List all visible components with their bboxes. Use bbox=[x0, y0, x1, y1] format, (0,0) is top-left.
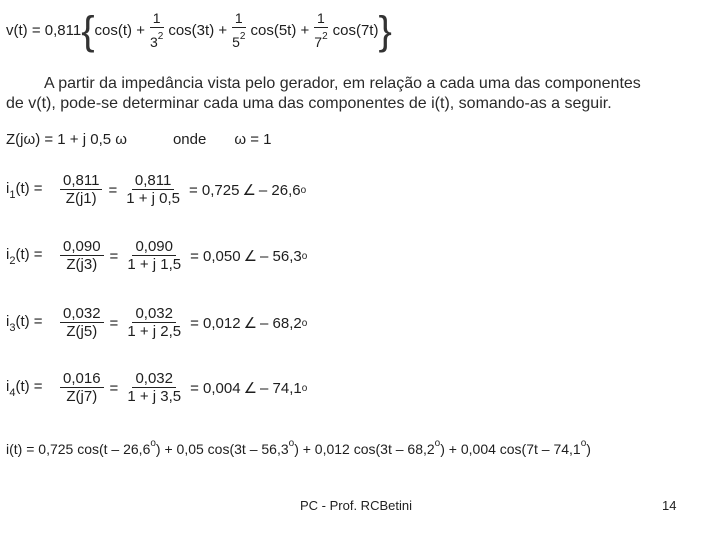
omega-value: ω = 1 bbox=[234, 131, 272, 148]
current-symbol: $i_1(t)$ = bbox=[6, 179, 43, 201]
fraction-expanded: $\frac{0,090}{1 + j 1,5}$ bbox=[127, 238, 182, 273]
fraction-expanded: $\frac{0,811}{1 + j 0,5}$ bbox=[126, 172, 180, 207]
equals-sign: = bbox=[109, 247, 119, 265]
voltage-series-equation bbox=[6, 10, 392, 51]
phase: – 56,3 bbox=[260, 247, 302, 265]
equals-sign: = bbox=[109, 314, 119, 332]
impedance-expression: Z(jω) = 1 + j 0,5 ω bbox=[6, 131, 127, 148]
fraction-1-over-7-squared: $\frac{1}{7^2}$ bbox=[314, 10, 328, 50]
fraction-expanded: $\frac{0,032}{1 + j 3,5}$ bbox=[127, 370, 182, 405]
angle-icon: ∠ bbox=[243, 248, 258, 265]
onde-label: onde bbox=[172, 131, 207, 148]
right-brace: } bbox=[378, 8, 392, 53]
magnitude: = 0,050 bbox=[190, 247, 241, 265]
degree-mark: o bbox=[301, 382, 308, 394]
vt-term-1: cos(t) + bbox=[94, 22, 145, 39]
fraction-over-impedance: $\frac{0,811}{Z(j1)}$ bbox=[60, 172, 102, 208]
fraction-over-impedance: $\frac{0,032}{Z(j5)}$ bbox=[60, 305, 104, 341]
angle-icon: ∠ bbox=[243, 380, 258, 397]
current-row bbox=[6, 172, 306, 208]
equals-sign: = bbox=[108, 181, 118, 199]
fraction-expanded: $\frac{0,032}{1 + j 2,5}$ bbox=[127, 305, 182, 340]
phase: – 74,1 bbox=[260, 379, 302, 397]
phase: – 68,2 bbox=[260, 314, 302, 332]
angle-icon: ∠ bbox=[243, 315, 258, 332]
angle-icon: ∠ bbox=[242, 182, 256, 199]
current-row bbox=[6, 305, 307, 341]
left-brace: { bbox=[81, 8, 95, 53]
vt-term-5: cos(5t) + bbox=[250, 22, 310, 39]
paragraph-line-1: A partir da impedância vista pelo gerador, em relação a cada uma das componentes bbox=[44, 75, 641, 92]
phase: – 26,6 bbox=[258, 181, 301, 199]
explanation-paragraph bbox=[6, 74, 641, 114]
fraction-1-over-5-squared: $\frac{1}{5^2}$ bbox=[232, 10, 246, 50]
page-number: 14 bbox=[662, 498, 677, 513]
current-row bbox=[6, 238, 307, 274]
impedance-definition bbox=[6, 131, 272, 148]
fraction-1-over-3-squared: $\frac{1}{3^2}$ bbox=[149, 10, 164, 50]
current-row bbox=[6, 370, 307, 406]
degree-mark: o bbox=[301, 250, 308, 262]
current-symbol: $i_3(t)$ = bbox=[6, 312, 43, 334]
vt-term-3: cos(3t) + bbox=[168, 22, 228, 39]
vt-term-7: cos(7t) bbox=[332, 22, 379, 39]
fraction-over-impedance: $\frac{0,016}{Z(j7)}$ bbox=[60, 370, 104, 406]
degree-mark: o bbox=[301, 317, 308, 329]
magnitude: = 0,004 bbox=[190, 379, 241, 397]
magnitude: = 0,725 bbox=[189, 181, 240, 199]
paragraph-line-2: de v(t), pode-se determinar cada uma das componentes de i(t), somando-as a seguir. bbox=[6, 95, 612, 112]
footer-credit: PC - Prof. RCBetini bbox=[300, 498, 412, 513]
total-current-equation: i(t) = 0,725 $\cos(t - 26,6^o) + 0,05$ $\cos(3t - 56,3^o) + 0,012$ $\cos(3t - 68,2^o) + 0,004$ cos(7t – 74,1$^o$) bbox=[6, 438, 591, 457]
vt-lhs: v(t) = 0,811 bbox=[6, 22, 82, 39]
magnitude: = 0,012 bbox=[190, 314, 241, 332]
current-symbol: $i_2(t)$ = bbox=[6, 245, 43, 267]
degree-mark: o bbox=[300, 184, 307, 196]
equals-sign: = bbox=[109, 379, 119, 397]
current-symbol: $i_4(t)$ = bbox=[6, 377, 43, 399]
fraction-over-impedance: $\frac{0,090}{Z(j3)}$ bbox=[60, 238, 104, 274]
